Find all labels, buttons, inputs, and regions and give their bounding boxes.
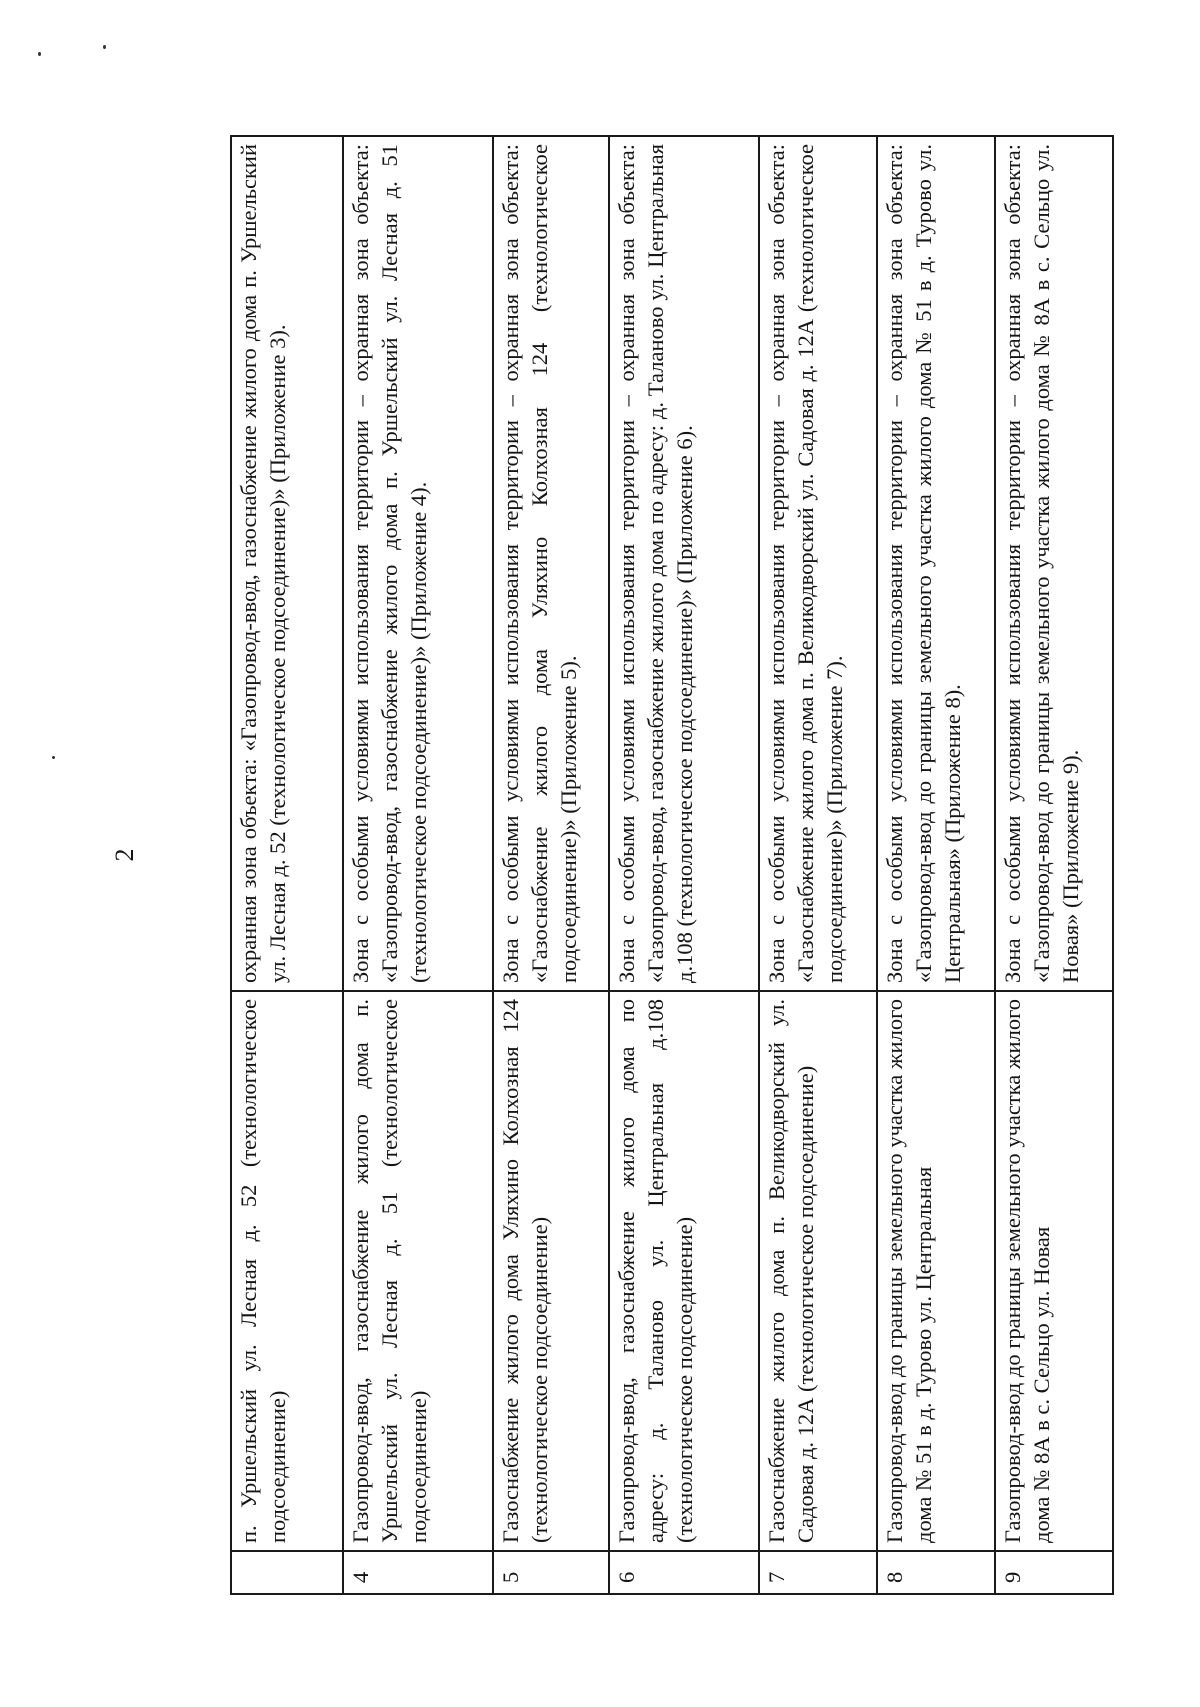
zone-description: Зона с особыми условиями использования территории – охранная зона объекта: «Газопровод-ввод, газоснабжение жилого дома по адресу: д. Таланово ул. Центральная д.108 (технологическое подсоединение)» (Приложение 6). (609, 136, 759, 991)
object-name: Газоснабжение жилого дома п. Великодворский ул. Садовая д. 12А (технологическое подсоединение) (759, 991, 877, 1551)
row-number: 7 (759, 1551, 877, 1594)
object-name: Газоснабжение жилого дома Уляхино Колхозная 124 (технологическое подсоединение) (493, 991, 609, 1551)
zone-description: охранная зона объекта: «Газопровод-ввод, газоснабжение жилого дома п. Уршельский ул. Лесная д. 52 (технологическое подсоединение)» (Приложение 3). (231, 136, 343, 991)
page-number: 2 (110, 848, 139, 862)
table-body (231, 136, 1113, 1594)
object-name: Газопровод-ввод до границы земельного участка жилого дома № 51 в д. Турово ул. Центральная (877, 991, 995, 1551)
zone-description: Зона с особыми условиями использования территории – охранная зона объекта: «Газопровод-ввод до границы земельного участка жилого дома № 51 в д. Турово ул. Центральная» (Приложение 8). (877, 136, 995, 991)
object-name: п. Уршельский ул. Лесная д. 52 (технологическое подсоединение) (231, 991, 343, 1551)
row-number: 5 (493, 1551, 609, 1594)
row-number (231, 1551, 343, 1594)
table-row (231, 136, 343, 1594)
object-name: Газопровод-ввод до границы земельного участка жилого дома № 8А в с. Сельцо ул. Новая (995, 991, 1113, 1551)
zone-description: Зона с особыми условиями использования территории – охранная зона объекта: «Газоснабжение жилого дома п. Великодворский ул. Садовая д. 12А (технологическое подсоединение)» (Приложение 7). (759, 136, 877, 991)
scan-speck (52, 756, 55, 759)
row-number: 9 (995, 1551, 1113, 1594)
table-row (343, 136, 493, 1594)
zone-description: Зона с особыми условиями использования территории – охранная зона объекта: «Газоснабжение жилого дома Уляхино Колхозная 124 (технологическое подсоединение)» (Приложение 5). (493, 136, 609, 991)
row-number: 8 (877, 1551, 995, 1594)
zone-description: Зона с особыми условиями использования территории – охранная зона объекта: «Газопровод-ввод до границы земельного участка жилого дома № 8А в с. Сельцо ул. Новая» (Приложение 9). (995, 136, 1113, 991)
object-name: Газопровод-ввод, газоснабжение жилого дома по адресу: д. Таланово ул. Центральная д.108 (технологическое подсоединение) (609, 991, 759, 1551)
zones-table (230, 135, 1114, 1595)
table-row (493, 136, 609, 1594)
table-row (759, 136, 877, 1594)
scan-speck (38, 52, 41, 56)
object-name: Газопровод-ввод, газоснабжение жилого дома п. Уршельский ул. Лесная д. 51 (технологическое подсоединение) (343, 991, 493, 1551)
table-row (609, 136, 759, 1594)
rotated-content (110, 85, 1083, 1625)
scan-speck (103, 45, 106, 49)
zone-description: Зона с особыми условиями использования территории – охранная зона объекта: «Газопровод-ввод, газоснабжение жилого дома п. Уршельский ул. Лесная д. 51 (технологическое подсоединение)» (Приложение 4). (343, 136, 493, 991)
table-row (995, 136, 1113, 1594)
table-row (877, 136, 995, 1594)
row-number: 6 (609, 1551, 759, 1594)
row-number: 4 (343, 1551, 493, 1594)
